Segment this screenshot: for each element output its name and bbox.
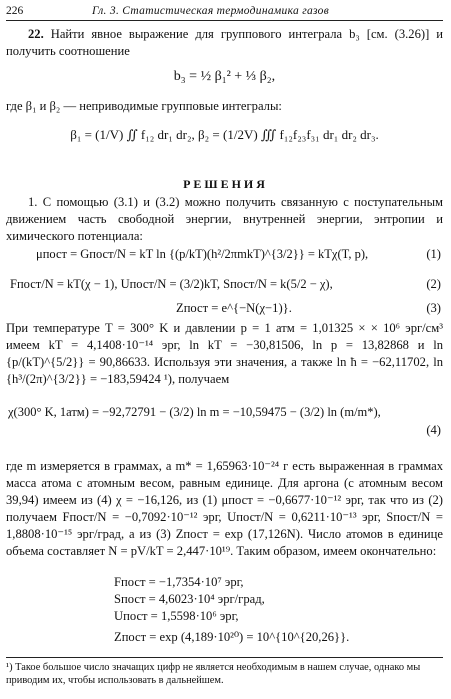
equation-2-row (6, 276, 443, 296)
page-number: 226 (6, 5, 24, 17)
irreducible-integrals-text: где β₁ и β₂ — неприводимые групповые интегралы: (6, 99, 282, 113)
equation-2-number: (2) (426, 277, 441, 291)
equation-4: χ(300° K, 1атм) = −92,72791 − (3/2) ln m = −10,59475 − (3/2) ln (m/m*), (8, 405, 381, 419)
result-free-energy: Fпост = −1,7354·10⁷ эрг, (114, 575, 244, 589)
equation-b3: b₃ = ½ β₁² + ⅓ β₂, (173, 69, 276, 84)
result-partition-function: Zпост = exp (4,189·10²⁰) = 10^{10^{20,26}}. (114, 630, 350, 644)
final-results (114, 574, 443, 646)
equation-beta: β₁ = (1/V) ∬ f₁₂ dr₁ dr₂, β₂ = (1/2V) ∭ f₁₂f₂₃f₃₁ dr₁ dr₂ dr₃. (70, 127, 379, 142)
footnote: ¹) Такое большое число значащих цифр не является необходимым в нашем случае, однако мы приводим их, чтобы использовать в дальнейшем. (6, 657, 443, 687)
result-entropy: Sпост = 4,6023·10⁴ эрг/град, (114, 592, 265, 606)
equation-4-row (6, 404, 443, 438)
paragraph-temperature: При температуре T = 300° K и давлении p = 1 атм = 1,01325 × × 10⁶ эрг/см³ имеем kT = 4,1408·10⁻¹⁴ эрг, ln kT = −30,81506, ln p = 13,82868 и ln {p/(kT)^{5/2}} = 90,86633. Используя эти значения, а также ln ħ = −62,11702, ln {h³/(2π)^{3/2}} = −183,59424 ¹), получаем (6, 321, 443, 386)
problem-statement (6, 26, 443, 60)
equation-3-number: (3) (426, 301, 441, 315)
equation-3: Zпост = e^{−N(χ−1)}. (176, 301, 292, 315)
equation-1: μпост = Gпост/N = kT ln {(p/kT)(h²/2πmkT)^{3/2}} = kTχ(T, p), (36, 247, 369, 261)
equation-3-row (6, 300, 443, 318)
running-title: Гл. 3. Статистическая термодинамика газов (92, 5, 330, 17)
equation-2: Fпост/N = kT(χ − 1), Uпост/N = (3/2)kT, Sпост/N = k(5/2 − χ), (10, 277, 333, 291)
equation-1-row (6, 246, 443, 268)
equation-4-number: (4) (426, 423, 441, 437)
solutions-heading: РЕШЕНИЯ (183, 177, 268, 191)
problem-text: Найти явное выражение для группового интеграла b₃ [см. (3.26)] и получить соотношение (6, 27, 443, 58)
equation-1-number: (1) (426, 247, 441, 261)
result-internal-energy: Uпост = 1,5598·10⁶ эрг, (114, 609, 239, 623)
running-header (6, 2, 443, 21)
problem-number: 22. (28, 27, 44, 41)
paragraph-argon: где m измеряется в граммах, а m* = 1,65963·10⁻²⁴ г есть выраженная в граммах масса атома с атомным весом, равным единице. Для аргона (с атомным весом 39,94) имеем из (4) χ = −16,126, из (1) μпост = −0,6677·10⁻¹² эрг, так что из (2) получаем Fпост/N = −0,7092·10⁻¹² эрг, Uпост/N = 0,6211·10⁻¹³ эрг, Sпост/N = 1,8808·10⁻¹⁵ эрг/град, а из (3) Zпост = exp (17,126N). Число атомов в единице объема составляет N = pV/kT = 2,447·10¹⁹. Таким образом, имеем окончательно: (6, 459, 443, 558)
solution-intro: 1. С помощью (3.1) и (3.2) можно получить связанную с поступательным движением часть свободной энергии, внутренней энергии, энтропии и химического потенциала: (6, 195, 443, 243)
